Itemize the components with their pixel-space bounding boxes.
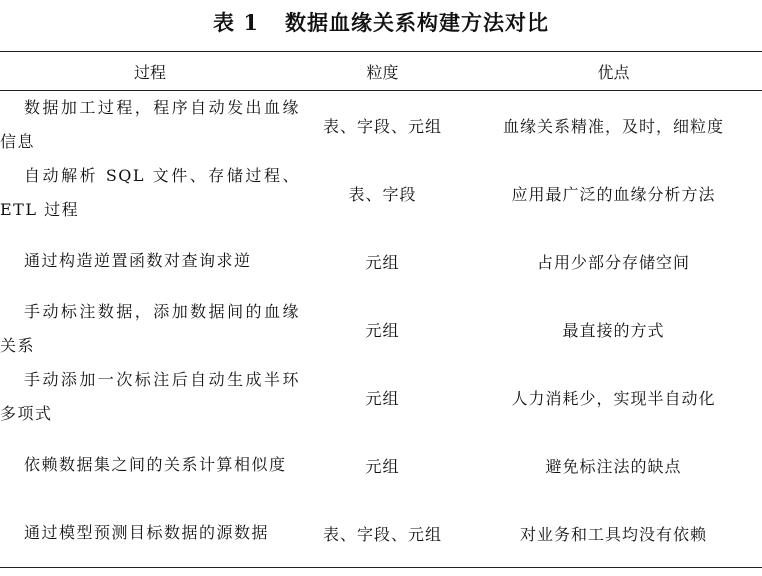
table-row bbox=[0, 159, 762, 227]
granularity-cell: 元组 bbox=[365, 320, 400, 340]
table-number: 表 1 bbox=[213, 10, 259, 35]
advantage-cell: 对业务和工具均没有依赖 bbox=[465, 499, 762, 568]
header-process: 过程 bbox=[0, 52, 300, 91]
header-advantage: 优点 bbox=[465, 52, 762, 91]
header-row bbox=[0, 52, 762, 91]
process-cell bbox=[0, 363, 300, 431]
granularity-cell: 表、字段 bbox=[348, 184, 417, 204]
table-row bbox=[0, 431, 762, 499]
advantage-cell: 应用最广泛的血缘分析方法 bbox=[511, 184, 716, 204]
process-text: 手动标注数据，添加数据间的血缘关系 bbox=[0, 302, 300, 355]
table-row bbox=[0, 227, 762, 295]
process-cell bbox=[0, 431, 300, 499]
header-granularity: 粒度 bbox=[300, 52, 465, 91]
process-text: 数据加工过程，程序自动发出血缘信息 bbox=[0, 98, 300, 151]
table-row bbox=[0, 363, 762, 431]
comparison-table bbox=[0, 51, 762, 568]
advantage-cell: 血缘关系精准，及时，细粒度 bbox=[502, 116, 724, 136]
process-cell bbox=[0, 499, 300, 568]
granularity-cell: 元组 bbox=[365, 388, 400, 408]
table-row bbox=[0, 295, 762, 363]
process-cell bbox=[0, 159, 300, 227]
table-row bbox=[0, 91, 762, 160]
advantage-cell: 避免标注法的缺点 bbox=[545, 456, 682, 476]
process-text: 自动解析 SQL 文件、存储过程、ETL 过程 bbox=[0, 166, 300, 219]
advantage-cell: 占用少部分存储空间 bbox=[536, 252, 690, 272]
process-cell bbox=[0, 295, 300, 363]
granularity-cell: 元组 bbox=[365, 456, 400, 476]
process-text: 通过模型预测目标数据的源数据 bbox=[24, 523, 270, 542]
process-cell bbox=[0, 227, 300, 295]
granularity-cell: 元组 bbox=[365, 252, 400, 272]
granularity-cell: 表、字段、元组 bbox=[322, 116, 442, 136]
process-text: 依赖数据集之间的关系计算相似度 bbox=[24, 455, 287, 474]
granularity-cell: 表、字段、元组 bbox=[300, 499, 465, 568]
process-cell bbox=[0, 91, 300, 160]
advantage-cell: 最直接的方式 bbox=[562, 320, 665, 340]
table-caption bbox=[0, 8, 762, 38]
process-text: 手动添加一次标注后自动生成半环多项式 bbox=[0, 370, 300, 423]
table-row bbox=[0, 499, 762, 568]
advantage-cell: 人力消耗少，实现半自动化 bbox=[511, 388, 716, 408]
table-title: 数据血缘关系构建方法对比 bbox=[284, 10, 549, 35]
process-text: 通过构造逆置函数对查询求逆 bbox=[24, 251, 252, 270]
